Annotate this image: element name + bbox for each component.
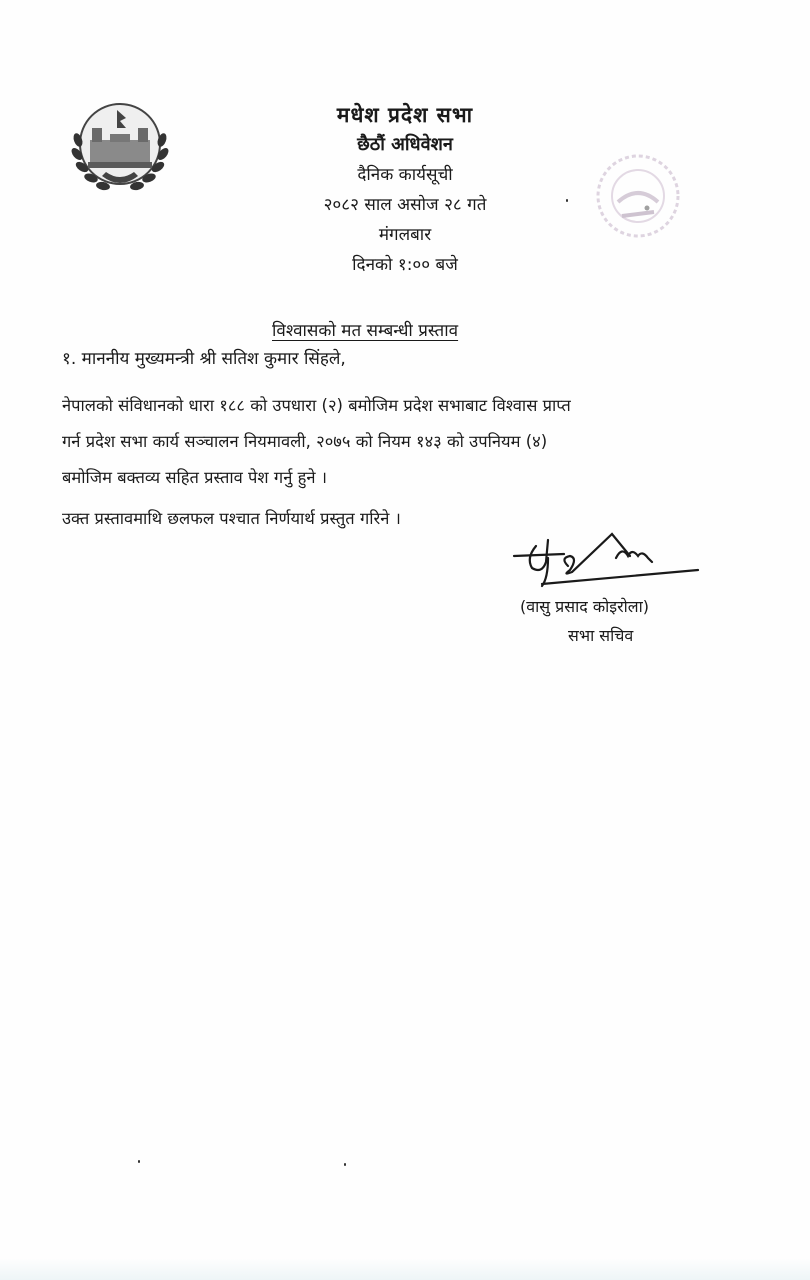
official-seal-stamp-icon [592,150,684,242]
agenda-paragraph [62,388,752,496]
document-time: दिनको १:०० बजे [352,255,458,275]
document-date: २०८२ साल असोज २८ गते [323,195,487,215]
madhesh-assembly-emblem-icon [68,100,172,200]
assembly-name: मधेश प्रदेश सभा [336,103,474,127]
handwritten-signature-icon [512,528,702,590]
agenda-closing: उक्त प्रस्तावमाथि छलफल पश्चात निर्णयार्थ प्रस्तुत गरिने । [62,509,401,528]
signatory-title: सभा सचिव [568,626,634,645]
scan-speck [566,199,568,202]
document-weekday: मंगलबार [378,225,432,245]
scan-speck [138,1160,140,1163]
scan-speck [344,1163,346,1166]
session-name: छैठौं अधिवेशन [357,134,453,155]
scan-edge [0,1258,810,1280]
signatory-name: (वासु प्रसाद कोइरोला) [520,597,650,616]
paragraph-line: बमोजिम बक्तव्य सहित प्रस्ताव पेश गर्नु हुने । [62,468,328,487]
document-type: दैनिक कार्यसूची [357,165,453,185]
agenda-item-1: १. माननीय मुख्यमन्त्री श्री सतिश कुमार सिंहले, [62,349,346,369]
paragraph-line: गर्न प्रदेश सभा कार्य सञ्चालन नियमावली, २०७५ को नियम १४३ को उपनियम (४) [62,432,548,451]
paragraph-line: नेपालको संविधानको धारा १८८ को उपधारा (२) बमोजिम प्रदेश सभाबाट विश्वास प्राप्त [62,396,571,415]
agenda-subject: विश्वासको मत सम्बन्धी प्रस्ताव [272,321,459,341]
document-header [230,100,580,280]
